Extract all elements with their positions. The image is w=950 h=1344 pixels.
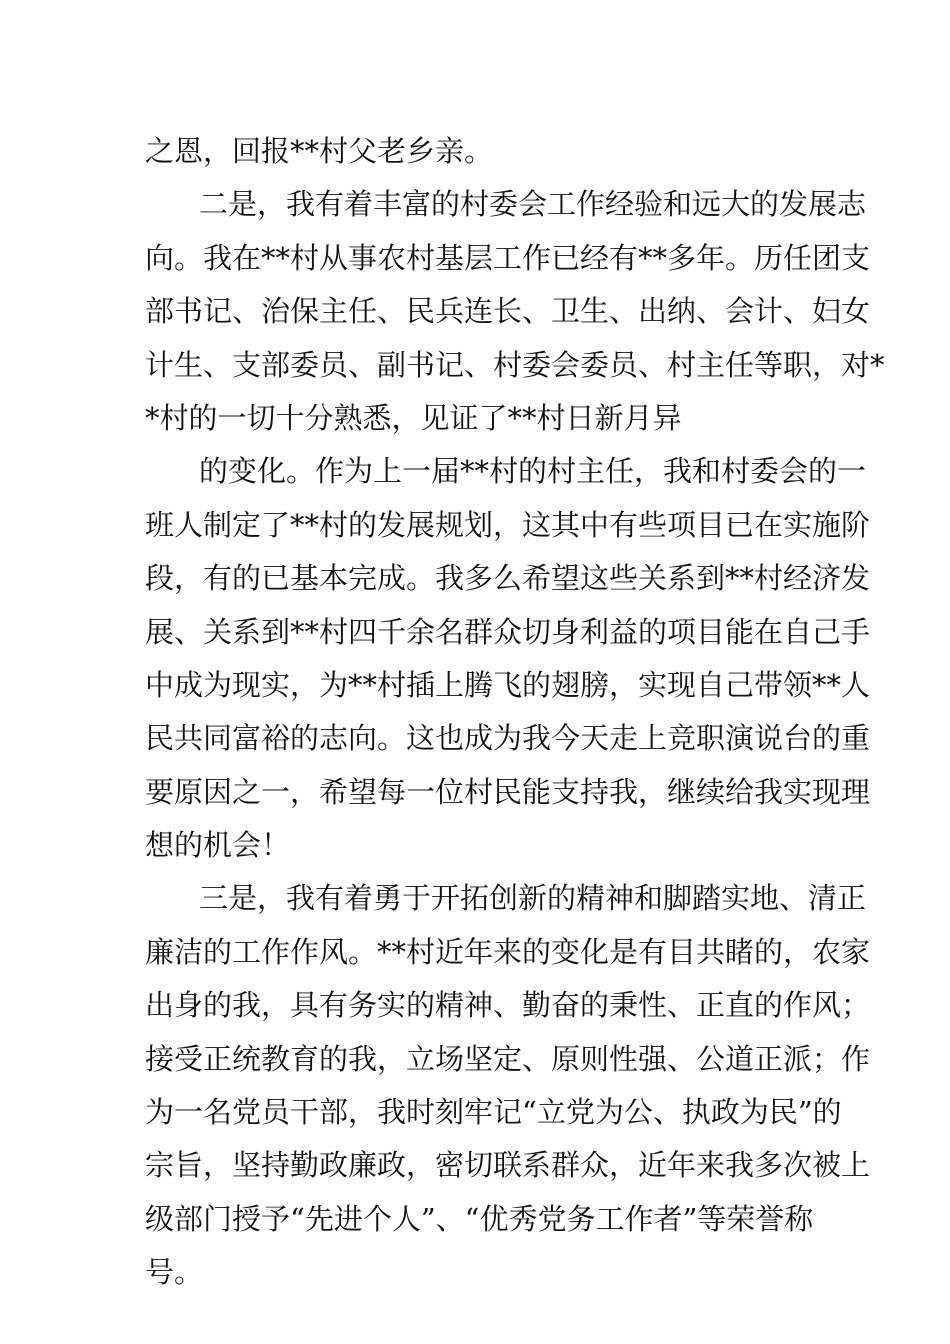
text-line: 要原因之一，希望每一位村民能支持我，继续给我实现理 xyxy=(145,774,871,809)
paragraph-first-line: 三是，我有着勇于开拓创新的精神和脚踏实地、清正 xyxy=(199,881,867,916)
text-line: 廉洁的工作作风。**村近年来的变化是有目共睹的，农家 xyxy=(145,934,871,969)
text-line: 中成为现实，为**村插上腾飞的翅膀，实现自己带领**人 xyxy=(145,667,871,702)
text-line: 展、关系到**村四千余名群众切身利益的项目能在自己手 xyxy=(145,614,871,649)
paragraph-first-line: 二是，我有着丰富的村委会工作经验和远大的发展志 xyxy=(199,187,867,222)
text-line: 计生、支部委员、副书记、村委会委员、村主任等职，对* xyxy=(145,347,885,382)
text-line: 民共同富裕的志向。这也成为我今天走上竞职演说台的重 xyxy=(145,721,871,756)
paragraph-first-line: 的变化。作为上一届**村的村主任，我和村委会的一 xyxy=(199,454,867,489)
text-line: 之恩，回报**村父老乡亲。 xyxy=(145,134,494,168)
text-line: 为一名党员干部，我时刻牢记“立党为公、执政为民”的 xyxy=(145,1095,842,1130)
text-line: 出身的我，具有务实的精神、勤奋的秉性、正直的作风； xyxy=(145,988,871,1023)
text-line: *村的一切十分熟悉，见证了**村日新月异 xyxy=(145,400,682,435)
text-line: 段，有的已基本完成。我多么希望这些关系到**村经济发 xyxy=(145,561,871,596)
document-body xyxy=(145,125,885,1300)
text-line: 宗旨，坚持勤政廉政，密切联系群众，近年来我多次被上 xyxy=(145,1148,871,1183)
text-line: 向。我在**村从事农村基层工作已经有**多年。历任团支 xyxy=(145,240,871,275)
text-line: 班人制定了**村的发展规划，这其中有些项目已在实施阶 xyxy=(145,507,871,542)
text-line: 接受正统教育的我，立场坚定、原则性强、公道正派；作 xyxy=(145,1041,871,1076)
text-line: 部书记、治保主任、民兵连长、卫生、出纳、会计、妇女 xyxy=(145,294,871,329)
text-line: 想的机会！ xyxy=(145,828,291,863)
text-line: 级部门授予“先进个人”、“优秀党务工作者”等荣誉称 xyxy=(145,1201,814,1236)
text-line: 号。 xyxy=(145,1255,204,1290)
